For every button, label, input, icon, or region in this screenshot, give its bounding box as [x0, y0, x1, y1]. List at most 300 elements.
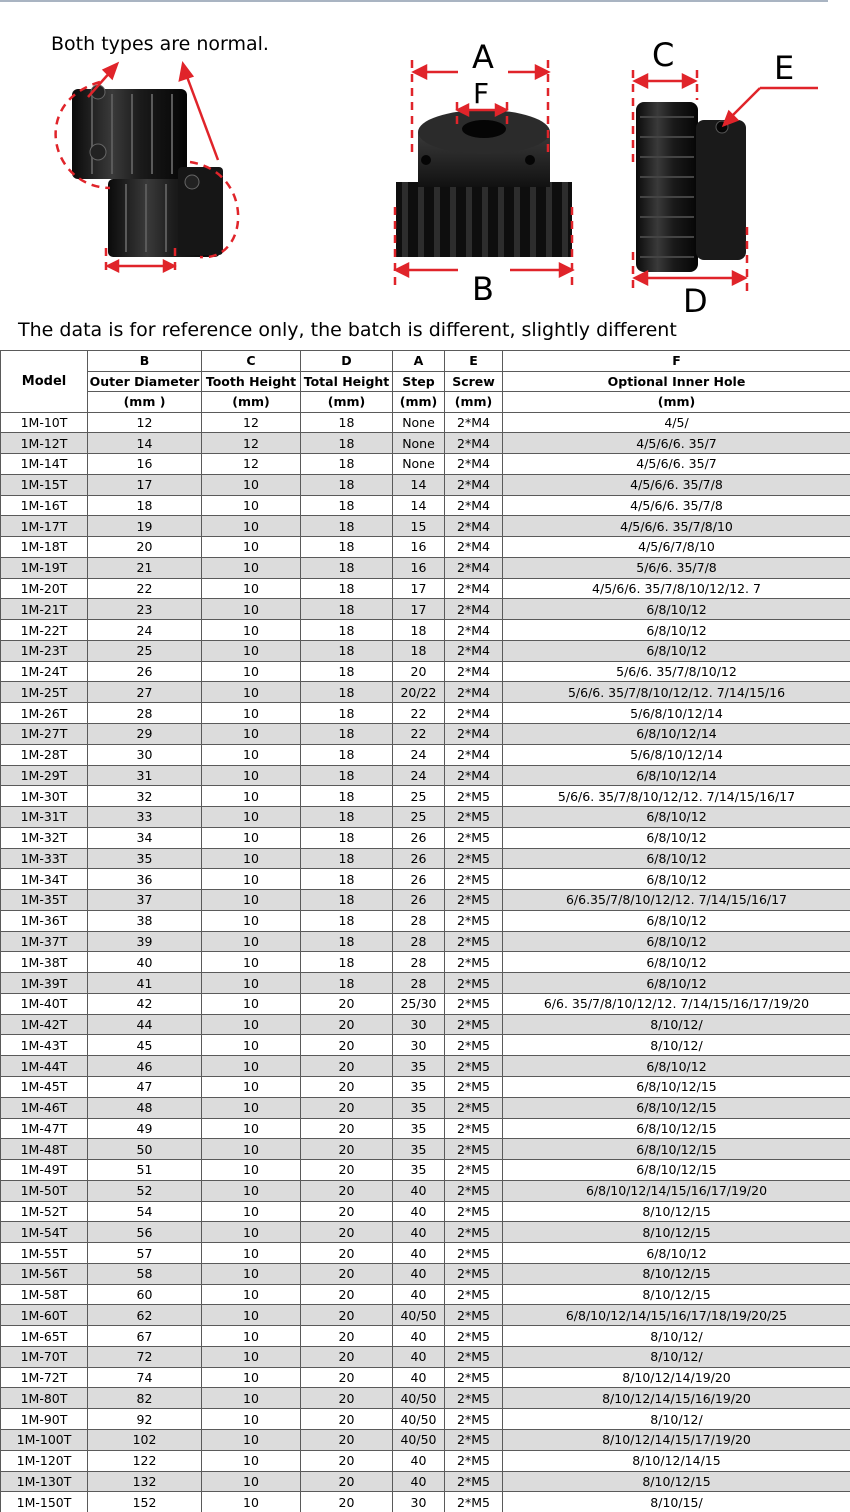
- cell-tooth-height: 10: [202, 1222, 301, 1243]
- cell-inner-hole: 4/5/6/6. 35/7/8: [503, 495, 850, 516]
- cell-tooth-height: 10: [202, 848, 301, 869]
- cell-step: None: [393, 454, 445, 475]
- cell-model: 1M-52T: [1, 1201, 88, 1222]
- cell-model: 1M-60T: [1, 1305, 88, 1326]
- cell-tooth-height: 10: [202, 1388, 301, 1409]
- label-c: C: [652, 36, 675, 74]
- cell-outer-diameter: 102: [88, 1430, 202, 1451]
- cell-inner-hole: 6/8/10/12: [503, 620, 850, 641]
- cell-screw: 2*M5: [445, 1180, 503, 1201]
- table-row: [1, 578, 850, 599]
- cell-model: 1M-150T: [1, 1492, 88, 1512]
- cell-step: 26: [393, 890, 445, 911]
- table-row: [1, 848, 850, 869]
- cell-tooth-height: 10: [202, 744, 301, 765]
- cell-outer-diameter: 51: [88, 1160, 202, 1181]
- cell-outer-diameter: 47: [88, 1077, 202, 1098]
- cell-tooth-height: 12: [202, 433, 301, 454]
- cell-tooth-height: 10: [202, 1450, 301, 1471]
- table-row: [1, 1305, 850, 1326]
- cell-inner-hole: 6/8/10/12: [503, 952, 850, 973]
- cell-outer-diameter: 22: [88, 578, 202, 599]
- table-row: [1, 1471, 850, 1492]
- cell-total-height: 20: [301, 1346, 393, 1367]
- cell-inner-hole: 8/10/12/: [503, 1014, 850, 1035]
- cell-model: 1M-120T: [1, 1450, 88, 1471]
- cell-outer-diameter: 30: [88, 744, 202, 765]
- table-row: [1, 454, 850, 475]
- cell-outer-diameter: 28: [88, 703, 202, 724]
- cell-screw: 2*M5: [445, 1409, 503, 1430]
- cell-model: 1M-100T: [1, 1430, 88, 1451]
- cell-tooth-height: 10: [202, 1139, 301, 1160]
- cell-screw: 2*M4: [445, 578, 503, 599]
- cell-total-height: 18: [301, 910, 393, 931]
- cell-model: 1M-43T: [1, 1035, 88, 1056]
- cell-outer-diameter: 38: [88, 910, 202, 931]
- cell-outer-diameter: 72: [88, 1346, 202, 1367]
- cell-outer-diameter: 44: [88, 1014, 202, 1035]
- cell-outer-diameter: 40: [88, 952, 202, 973]
- cell-inner-hole: 4/5/6/6. 35/7/8/10: [503, 516, 850, 537]
- gear-illustration: [0, 2, 850, 318]
- cell-outer-diameter: 35: [88, 848, 202, 869]
- cell-step: 28: [393, 952, 445, 973]
- cell-step: 22: [393, 703, 445, 724]
- cell-model: 1M-17T: [1, 516, 88, 537]
- cell-total-height: 18: [301, 744, 393, 765]
- cell-total-height: 20: [301, 1243, 393, 1264]
- cell-tooth-height: 10: [202, 890, 301, 911]
- cell-inner-hole: 5/6/6. 35/7/8: [503, 557, 850, 578]
- cell-total-height: 20: [301, 1409, 393, 1430]
- cell-screw: 2*M5: [445, 1471, 503, 1492]
- cell-outer-diameter: 21: [88, 557, 202, 578]
- cell-step: 40: [393, 1243, 445, 1264]
- table-row: [1, 1056, 850, 1077]
- cell-tooth-height: 10: [202, 910, 301, 931]
- table-row: [1, 537, 850, 558]
- cell-tooth-height: 10: [202, 1035, 301, 1056]
- cell-outer-diameter: 36: [88, 869, 202, 890]
- cell-inner-hole: 6/8/10/12: [503, 910, 850, 931]
- cell-total-height: 18: [301, 890, 393, 911]
- cell-step: 18: [393, 640, 445, 661]
- cell-outer-diameter: 82: [88, 1388, 202, 1409]
- cell-model: 1M-47T: [1, 1118, 88, 1139]
- table-row: [1, 1326, 850, 1347]
- cell-screw: 2*M4: [445, 537, 503, 558]
- small-gear-type-1: [72, 85, 187, 179]
- cell-tooth-height: 10: [202, 1118, 301, 1139]
- cell-inner-hole: 4/5/6/6. 35/7/8: [503, 474, 850, 495]
- table-row: [1, 765, 850, 786]
- table-row: [1, 1077, 850, 1098]
- cell-outer-diameter: 17: [88, 474, 202, 495]
- cell-inner-hole: 6/8/10/12: [503, 640, 850, 661]
- table-row: [1, 516, 850, 537]
- cell-inner-hole: 8/10/12/: [503, 1409, 850, 1430]
- cell-tooth-height: 10: [202, 765, 301, 786]
- cell-step: None: [393, 412, 445, 433]
- cell-total-height: 18: [301, 599, 393, 620]
- cell-model: 1M-40T: [1, 993, 88, 1014]
- cell-total-height: 20: [301, 993, 393, 1014]
- cell-step: 40: [393, 1222, 445, 1243]
- cell-total-height: 20: [301, 1139, 393, 1160]
- table-row: [1, 1450, 850, 1471]
- cell-model: 1M-130T: [1, 1471, 88, 1492]
- cell-screw: 2*M4: [445, 620, 503, 641]
- table-row: [1, 1118, 850, 1139]
- cell-total-height: 18: [301, 952, 393, 973]
- cell-outer-diameter: 16: [88, 454, 202, 475]
- cell-inner-hole: 5/6/6. 35/7/8/10/12/12. 7/14/15/16: [503, 682, 850, 703]
- cell-tooth-height: 10: [202, 786, 301, 807]
- cell-screw: 2*M4: [445, 599, 503, 620]
- gear-spec-table: [0, 350, 850, 1512]
- cell-model: 1M-35T: [1, 890, 88, 911]
- cell-inner-hole: 6/8/10/12: [503, 973, 850, 994]
- table-row: [1, 661, 850, 682]
- label-a: A: [472, 38, 494, 76]
- cell-total-height: 18: [301, 640, 393, 661]
- cell-screw: 2*M4: [445, 454, 503, 475]
- cell-step: 24: [393, 744, 445, 765]
- header-total-height: Total Height: [301, 371, 393, 392]
- table-row: [1, 1139, 850, 1160]
- cell-model: 1M-36T: [1, 910, 88, 931]
- cell-tooth-height: 10: [202, 682, 301, 703]
- cell-tooth-height: 10: [202, 1284, 301, 1305]
- cell-model: 1M-50T: [1, 1180, 88, 1201]
- cell-step: 20: [393, 661, 445, 682]
- unit-e: (mm): [445, 392, 503, 413]
- cell-step: 17: [393, 599, 445, 620]
- cell-tooth-height: 10: [202, 516, 301, 537]
- cell-outer-diameter: 12: [88, 412, 202, 433]
- cell-inner-hole: 4/5/: [503, 412, 850, 433]
- cell-screw: 2*M4: [445, 765, 503, 786]
- table-row: [1, 744, 850, 765]
- cell-outer-diameter: 39: [88, 931, 202, 952]
- cell-step: 30: [393, 1014, 445, 1035]
- cell-inner-hole: 8/10/12/14/15/17/19/20: [503, 1430, 850, 1451]
- gear-figure: [0, 2, 850, 318]
- cell-outer-diameter: 62: [88, 1305, 202, 1326]
- table-row: [1, 412, 850, 433]
- cell-screw: 2*M5: [445, 1450, 503, 1471]
- cell-step: 18: [393, 620, 445, 641]
- header-letter-d: D: [301, 351, 393, 372]
- cell-inner-hole: 6/8/10/12: [503, 599, 850, 620]
- cell-screw: 2*M5: [445, 1160, 503, 1181]
- cell-inner-hole: 6/8/10/12: [503, 827, 850, 848]
- cell-total-height: 18: [301, 786, 393, 807]
- cell-model: 1M-37T: [1, 931, 88, 952]
- table-row: [1, 433, 850, 454]
- cell-total-height: 18: [301, 474, 393, 495]
- cell-step: 28: [393, 910, 445, 931]
- cell-inner-hole: 5/6/8/10/12/14: [503, 744, 850, 765]
- cell-outer-diameter: 31: [88, 765, 202, 786]
- cell-total-height: 20: [301, 1056, 393, 1077]
- table-row: [1, 1160, 850, 1181]
- header-screw: Screw: [445, 371, 503, 392]
- table-row: [1, 1035, 850, 1056]
- cell-tooth-height: 10: [202, 723, 301, 744]
- cell-inner-hole: 6/6.35/7/8/10/12/12. 7/14/15/16/17: [503, 890, 850, 911]
- label-d: D: [683, 282, 708, 320]
- spec-table-body: [1, 412, 850, 1512]
- cell-total-height: 18: [301, 412, 393, 433]
- cell-outer-diameter: 52: [88, 1180, 202, 1201]
- cell-step: 35: [393, 1118, 445, 1139]
- cell-total-height: 18: [301, 495, 393, 516]
- cell-outer-diameter: 29: [88, 723, 202, 744]
- cell-total-height: 20: [301, 1077, 393, 1098]
- table-row: [1, 640, 850, 661]
- cell-model: 1M-23T: [1, 640, 88, 661]
- cell-total-height: 18: [301, 537, 393, 558]
- cell-outer-diameter: 46: [88, 1056, 202, 1077]
- cell-tooth-height: 10: [202, 993, 301, 1014]
- table-row: [1, 599, 850, 620]
- table-row: [1, 474, 850, 495]
- cell-model: 1M-14T: [1, 454, 88, 475]
- cell-total-height: 18: [301, 848, 393, 869]
- cell-model: 1M-18T: [1, 537, 88, 558]
- cell-tooth-height: 10: [202, 807, 301, 828]
- table-row: [1, 869, 850, 890]
- cell-screw: 2*M5: [445, 1118, 503, 1139]
- cell-screw: 2*M5: [445, 1263, 503, 1284]
- cell-tooth-height: 12: [202, 454, 301, 475]
- table-row: [1, 973, 850, 994]
- cell-screw: 2*M5: [445, 993, 503, 1014]
- cell-total-height: 18: [301, 661, 393, 682]
- header-model: Model: [1, 351, 88, 413]
- header-letter-e: E: [445, 351, 503, 372]
- cell-screw: 2*M4: [445, 433, 503, 454]
- cell-total-height: 20: [301, 1492, 393, 1512]
- cell-tooth-height: 10: [202, 1409, 301, 1430]
- cell-step: 35: [393, 1077, 445, 1098]
- cell-inner-hole: 6/8/10/12/15: [503, 1118, 850, 1139]
- table-row: [1, 993, 850, 1014]
- cell-inner-hole: 8/10/12/15: [503, 1222, 850, 1243]
- cell-step: 35: [393, 1056, 445, 1077]
- header-letter-f: F: [503, 351, 850, 372]
- cell-screw: 2*M5: [445, 1326, 503, 1347]
- cell-tooth-height: 10: [202, 1243, 301, 1264]
- header-letter-a: A: [393, 351, 445, 372]
- cell-step: 28: [393, 931, 445, 952]
- cell-total-height: 20: [301, 1284, 393, 1305]
- cell-tooth-height: 10: [202, 869, 301, 890]
- cell-screw: 2*M5: [445, 1077, 503, 1098]
- cell-step: 26: [393, 848, 445, 869]
- cell-total-height: 18: [301, 433, 393, 454]
- cell-inner-hole: 8/10/12/: [503, 1035, 850, 1056]
- cell-step: 22: [393, 723, 445, 744]
- cell-screw: 2*M5: [445, 931, 503, 952]
- cell-model: 1M-34T: [1, 869, 88, 890]
- header-name-row: [1, 371, 850, 392]
- cell-model: 1M-30T: [1, 786, 88, 807]
- cell-outer-diameter: 32: [88, 786, 202, 807]
- cell-screw: 2*M5: [445, 1430, 503, 1451]
- cell-screw: 2*M5: [445, 1014, 503, 1035]
- cell-step: 24: [393, 765, 445, 786]
- cell-model: 1M-65T: [1, 1326, 88, 1347]
- cell-inner-hole: 6/8/10/12: [503, 848, 850, 869]
- table-row: [1, 1409, 850, 1430]
- cell-step: 40: [393, 1284, 445, 1305]
- table-row: [1, 1284, 850, 1305]
- header-letter-c: C: [202, 351, 301, 372]
- header-tooth-height: Tooth Height: [202, 371, 301, 392]
- cell-step: 16: [393, 557, 445, 578]
- cell-model: 1M-44T: [1, 1056, 88, 1077]
- cell-step: 25: [393, 786, 445, 807]
- cell-tooth-height: 10: [202, 1014, 301, 1035]
- cell-tooth-height: 10: [202, 1160, 301, 1181]
- cell-step: 15: [393, 516, 445, 537]
- cell-model: 1M-33T: [1, 848, 88, 869]
- cell-tooth-height: 10: [202, 952, 301, 973]
- cell-step: 35: [393, 1139, 445, 1160]
- label-b: B: [472, 270, 494, 308]
- cell-step: 40: [393, 1326, 445, 1347]
- cell-outer-diameter: 18: [88, 495, 202, 516]
- cell-total-height: 18: [301, 807, 393, 828]
- cell-step: 40: [393, 1180, 445, 1201]
- cell-tooth-height: 10: [202, 973, 301, 994]
- cell-screw: 2*M5: [445, 786, 503, 807]
- cell-total-height: 18: [301, 723, 393, 744]
- cell-step: 14: [393, 474, 445, 495]
- cell-screw: 2*M5: [445, 1222, 503, 1243]
- cell-step: 40: [393, 1201, 445, 1222]
- table-row: [1, 786, 850, 807]
- cell-total-height: 18: [301, 578, 393, 599]
- cell-step: 26: [393, 869, 445, 890]
- cell-total-height: 18: [301, 516, 393, 537]
- cell-screw: 2*M5: [445, 890, 503, 911]
- cell-total-height: 20: [301, 1222, 393, 1243]
- cell-model: 1M-56T: [1, 1263, 88, 1284]
- table-row: [1, 1263, 850, 1284]
- cell-model: 1M-31T: [1, 807, 88, 828]
- cell-outer-diameter: 42: [88, 993, 202, 1014]
- cell-total-height: 20: [301, 1160, 393, 1181]
- cell-tooth-height: 10: [202, 1346, 301, 1367]
- table-row: [1, 557, 850, 578]
- cell-inner-hole: 8/10/12/15: [503, 1471, 850, 1492]
- cell-tooth-height: 10: [202, 1180, 301, 1201]
- table-row: [1, 1097, 850, 1118]
- cell-screw: 2*M4: [445, 495, 503, 516]
- cell-total-height: 18: [301, 557, 393, 578]
- cell-step: 40/50: [393, 1305, 445, 1326]
- cell-inner-hole: 4/5/6/6. 35/7: [503, 433, 850, 454]
- cell-inner-hole: 8/10/15/: [503, 1492, 850, 1512]
- note-both-types: Both types are normal.: [51, 33, 269, 55]
- cell-step: 40/50: [393, 1409, 445, 1430]
- cell-tooth-height: 10: [202, 640, 301, 661]
- cell-tooth-height: 10: [202, 1305, 301, 1326]
- cell-total-height: 20: [301, 1471, 393, 1492]
- cell-screw: 2*M5: [445, 1492, 503, 1512]
- cell-total-height: 20: [301, 1118, 393, 1139]
- cell-outer-diameter: 27: [88, 682, 202, 703]
- cell-screw: 2*M5: [445, 1139, 503, 1160]
- header-outer-diameter: Outer Diameter: [88, 371, 202, 392]
- cell-outer-diameter: 20: [88, 537, 202, 558]
- cell-inner-hole: 8/10/12/15: [503, 1284, 850, 1305]
- cell-tooth-height: 10: [202, 1056, 301, 1077]
- cell-inner-hole: 6/8/10/12: [503, 1243, 850, 1264]
- cell-step: 16: [393, 537, 445, 558]
- cell-outer-diameter: 41: [88, 973, 202, 994]
- cell-outer-diameter: 45: [88, 1035, 202, 1056]
- cell-outer-diameter: 26: [88, 661, 202, 682]
- cell-total-height: 20: [301, 1180, 393, 1201]
- cell-inner-hole: 5/6/6. 35/7/8/10/12/12. 7/14/15/16/17: [503, 786, 850, 807]
- cell-total-height: 18: [301, 827, 393, 848]
- cell-screw: 2*M5: [445, 910, 503, 931]
- cell-outer-diameter: 67: [88, 1326, 202, 1347]
- cell-tooth-height: 10: [202, 1201, 301, 1222]
- cell-screw: 2*M5: [445, 1201, 503, 1222]
- cell-total-height: 18: [301, 454, 393, 475]
- cell-step: 40: [393, 1450, 445, 1471]
- cell-outer-diameter: 19: [88, 516, 202, 537]
- cell-model: 1M-12T: [1, 433, 88, 454]
- unit-c: (mm): [202, 392, 301, 413]
- cell-model: 1M-16T: [1, 495, 88, 516]
- table-row: [1, 910, 850, 931]
- cell-screw: 2*M5: [445, 848, 503, 869]
- cell-tooth-height: 10: [202, 703, 301, 724]
- cell-inner-hole: 8/10/12/14/15: [503, 1450, 850, 1471]
- cell-total-height: 20: [301, 1367, 393, 1388]
- table-row: [1, 827, 850, 848]
- cell-step: 40: [393, 1346, 445, 1367]
- table-row: [1, 1367, 850, 1388]
- cell-inner-hole: 8/10/12/15: [503, 1263, 850, 1284]
- cell-step: 40/50: [393, 1388, 445, 1409]
- cell-model: 1M-54T: [1, 1222, 88, 1243]
- cell-tooth-height: 10: [202, 537, 301, 558]
- cell-step: 26: [393, 827, 445, 848]
- cell-screw: 2*M5: [445, 1305, 503, 1326]
- cell-screw: 2*M4: [445, 474, 503, 495]
- cell-step: 28: [393, 973, 445, 994]
- cell-step: 25/30: [393, 993, 445, 1014]
- cell-inner-hole: 6/8/10/12/14: [503, 723, 850, 744]
- cell-inner-hole: 6/8/10/12/14/15/16/17/19/20: [503, 1180, 850, 1201]
- cell-total-height: 20: [301, 1450, 393, 1471]
- cell-model: 1M-39T: [1, 973, 88, 994]
- cell-inner-hole: 8/10/12/: [503, 1326, 850, 1347]
- cell-screw: 2*M5: [445, 1284, 503, 1305]
- cell-inner-hole: 8/10/12/15: [503, 1201, 850, 1222]
- cell-tooth-height: 10: [202, 1077, 301, 1098]
- small-gear-type-2: [108, 167, 223, 257]
- cell-outer-diameter: 37: [88, 890, 202, 911]
